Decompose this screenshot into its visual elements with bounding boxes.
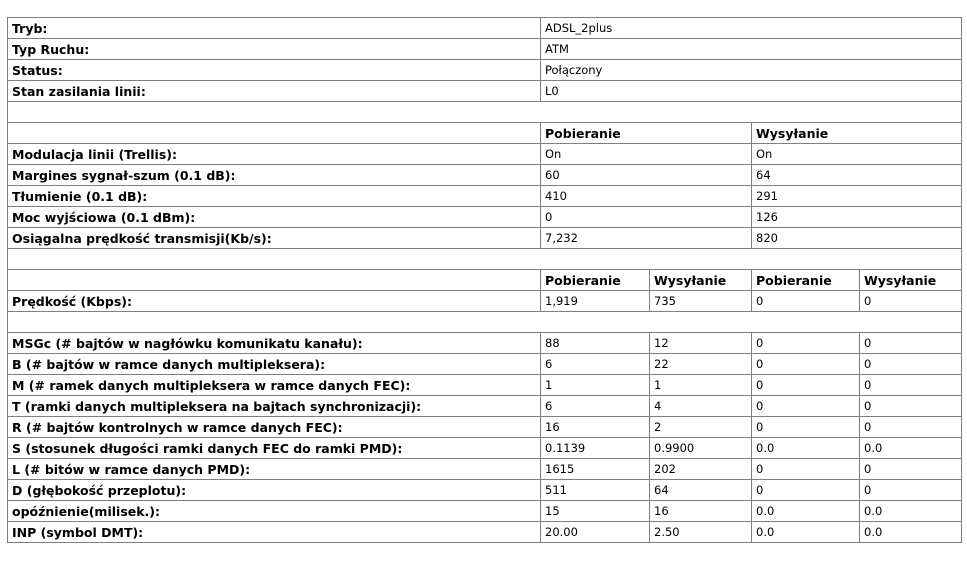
status-row-status	[8, 60, 962, 81]
row-label: Tryb:	[8, 18, 541, 39]
param-row-delay	[8, 501, 962, 522]
cell-value: 2.50	[650, 522, 752, 543]
upload-value: On	[752, 144, 962, 165]
header-upload: Wysyłanie	[752, 123, 962, 144]
cell-value: 15	[541, 501, 650, 522]
line-row-attainable-rate	[8, 228, 962, 249]
cell-value: 0	[860, 354, 962, 375]
cell-value: 6	[541, 396, 650, 417]
row-label: Stan zasilania linii:	[8, 81, 541, 102]
spacer-row	[8, 312, 962, 333]
header-upload: Wysyłanie	[860, 270, 962, 291]
row-label: Prędkość (Kbps):	[8, 291, 541, 312]
param-row-b	[8, 354, 962, 375]
download-value: 7,232	[541, 228, 752, 249]
status-row-traffic-type	[8, 39, 962, 60]
line-header-row	[8, 123, 962, 144]
cell-value: 2	[650, 417, 752, 438]
cell-value: 0	[752, 375, 860, 396]
cell-value: 1	[650, 375, 752, 396]
row-label: Margines sygnał-szum (0.1 dB):	[8, 165, 541, 186]
row-label: M (# ramek danych multipleksera w ramce danych FEC):	[8, 375, 541, 396]
row-label: Typ Ruchu:	[8, 39, 541, 60]
header-download: Pobieranie	[752, 270, 860, 291]
row-label: opóźnienie(milisek.):	[8, 501, 541, 522]
row-label: MSGc (# bajtów w nagłówku komunikatu kanału):	[8, 333, 541, 354]
header-download: Pobieranie	[541, 270, 650, 291]
cell-value: 1,919	[541, 291, 650, 312]
param-row-t	[8, 396, 962, 417]
cell-value: 0	[752, 291, 860, 312]
cell-value: 0	[860, 417, 962, 438]
param-row-r	[8, 417, 962, 438]
row-label: Modulacja linii (Trellis):	[8, 144, 541, 165]
line-row-modulation	[8, 144, 962, 165]
upload-value: 291	[752, 186, 962, 207]
cell-value: 202	[650, 459, 752, 480]
cell-value: 12	[650, 333, 752, 354]
cell-value: 0.0	[752, 522, 860, 543]
cell-value: 0.0	[860, 501, 962, 522]
spacer-row	[8, 249, 962, 270]
param-row-m	[8, 375, 962, 396]
row-label: D (głębokość przeplotu):	[8, 480, 541, 501]
cell-value: 0	[752, 417, 860, 438]
cell-value: 20.00	[541, 522, 650, 543]
header-upload: Wysyłanie	[650, 270, 752, 291]
spacer-cell	[8, 312, 962, 333]
cell-value: 0	[860, 396, 962, 417]
status-row-power-state	[8, 81, 962, 102]
param-row-msgc	[8, 333, 962, 354]
row-label: Osiągalna prędkość transmisji(Kb/s):	[8, 228, 541, 249]
cell-value: 0	[752, 396, 860, 417]
speed-row	[8, 291, 962, 312]
param-row-l	[8, 459, 962, 480]
header-empty-cell	[8, 270, 541, 291]
row-label: B (# bajtów w ramce danych multipleksera):	[8, 354, 541, 375]
spacer-cell	[8, 249, 962, 270]
cell-value: 22	[650, 354, 752, 375]
adsl-statistics-table	[7, 17, 962, 543]
upload-value: 64	[752, 165, 962, 186]
row-label: INP (symbol DMT):	[8, 522, 541, 543]
cell-value: 0.9900	[650, 438, 752, 459]
row-value: L0	[541, 81, 962, 102]
cell-value: 511	[541, 480, 650, 501]
cell-value: 0	[752, 333, 860, 354]
download-value: 60	[541, 165, 752, 186]
download-value: 410	[541, 186, 752, 207]
header-download: Pobieranie	[541, 123, 752, 144]
row-label: Moc wyjściowa (0.1 dBm):	[8, 207, 541, 228]
row-value: Połączony	[541, 60, 962, 81]
row-label: T (ramki danych multipleksera na bajtach synchronizacji):	[8, 396, 541, 417]
cell-value: 1615	[541, 459, 650, 480]
cell-value: 735	[650, 291, 752, 312]
status-row-mode	[8, 18, 962, 39]
download-value: On	[541, 144, 752, 165]
row-label: L (# bitów w ramce danych PMD):	[8, 459, 541, 480]
cell-value: 0	[860, 333, 962, 354]
cell-value: 0.1139	[541, 438, 650, 459]
line-row-output-power	[8, 207, 962, 228]
spacer-row	[8, 102, 962, 123]
row-label: Status:	[8, 60, 541, 81]
cell-value: 0	[860, 291, 962, 312]
cell-value: 0	[752, 480, 860, 501]
cell-value: 16	[650, 501, 752, 522]
cell-value: 6	[541, 354, 650, 375]
cell-value: 4	[650, 396, 752, 417]
cell-value: 0	[752, 459, 860, 480]
cell-value: 16	[541, 417, 650, 438]
param-row-s	[8, 438, 962, 459]
cell-value: 0.0	[860, 522, 962, 543]
row-value: ADSL_2plus	[541, 18, 962, 39]
cell-value: 0.0	[752, 501, 860, 522]
cell-value: 0	[752, 354, 860, 375]
cell-value: 0	[860, 375, 962, 396]
line-row-attenuation	[8, 186, 962, 207]
spacer-cell	[8, 102, 962, 123]
upload-value: 126	[752, 207, 962, 228]
cell-value: 88	[541, 333, 650, 354]
cell-value: 0	[860, 480, 962, 501]
row-label: Tłumienie (0.1 dB):	[8, 186, 541, 207]
cell-value: 1	[541, 375, 650, 396]
row-label: S (stosunek długości ramki danych FEC do ramki PMD):	[8, 438, 541, 459]
row-label: R (# bajtów kontrolnych w ramce danych FEC):	[8, 417, 541, 438]
upload-value: 820	[752, 228, 962, 249]
cell-value: 64	[650, 480, 752, 501]
cell-value: 0.0	[752, 438, 860, 459]
cell-value: 0	[860, 459, 962, 480]
download-value: 0	[541, 207, 752, 228]
speed-header-row	[8, 270, 962, 291]
line-row-snr-margin	[8, 165, 962, 186]
cell-value: 0.0	[860, 438, 962, 459]
param-row-inp	[8, 522, 962, 543]
param-row-d	[8, 480, 962, 501]
header-empty-cell	[8, 123, 541, 144]
row-value: ATM	[541, 39, 962, 60]
